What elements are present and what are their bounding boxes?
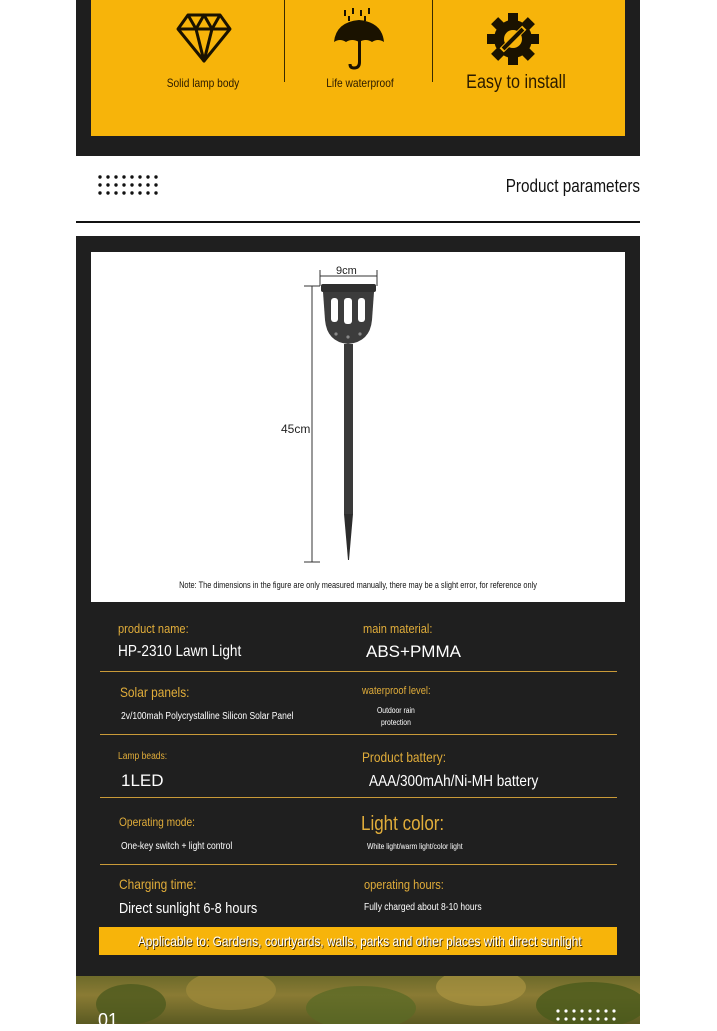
spec-value-main-material: ABS+PMMA	[366, 642, 461, 661]
height-dimension-label: 45cm	[281, 422, 311, 436]
spec-value-lamp-beads: 1LED	[121, 771, 164, 790]
spec-value-operating-mode: One-key switch + light control	[121, 841, 233, 852]
spec-row-divider	[100, 734, 617, 735]
width-dimension-label: 9cm	[336, 265, 357, 277]
spec-row-divider	[100, 864, 617, 865]
page-number: 01	[98, 1010, 119, 1030]
feature-label-life-waterproof: Life waterproof	[326, 76, 394, 90]
umbrella-rain-icon	[332, 8, 386, 70]
feature-label-easy-to-install: Easy to install	[466, 72, 566, 93]
spec-value-light-color: White light/warm light/color light	[367, 842, 463, 851]
section-divider	[76, 221, 640, 223]
spec-label-light-color: Light color:	[361, 813, 445, 835]
applicable-banner-text: Applicable to: Gardens, courtyards, walls, parks and other places with direct sunlight	[137, 933, 582, 949]
feature-label-solid-lamp-body: Solid lamp body	[166, 76, 240, 90]
wrench-gear-icon	[486, 12, 540, 66]
spec-label-operating-mode: Operating mode:	[119, 815, 195, 829]
spec-value-operating-hours: Fully charged about 8-10 hours	[364, 902, 482, 913]
section-title: Product parameters	[505, 176, 640, 196]
spec-label-charging-time: Charging time:	[119, 876, 197, 892]
applicable-banner	[99, 927, 617, 955]
spec-label-main-material: main material:	[363, 621, 433, 636]
diamond-icon	[176, 12, 232, 64]
spec-label-lamp-beads: Lamp beads:	[118, 751, 168, 762]
spec-label-waterproof-level: waterproof level:	[362, 685, 431, 697]
spec-label-solar-panels: Solar panels:	[120, 684, 190, 700]
feature-divider	[284, 0, 285, 82]
spec-value-product-battery: AAA/300mAh/Ni-MH battery	[369, 773, 539, 790]
spec-value-waterproof-line2: protection	[381, 718, 411, 727]
spec-value-charging-time: Direct sunlight 6-8 hours	[119, 900, 258, 917]
feature-divider	[432, 0, 433, 82]
lawn-light-illustration	[276, 262, 396, 572]
spec-label-product-battery: Product battery:	[362, 749, 447, 765]
spec-row-divider	[100, 797, 617, 798]
dot-grid-decoration	[556, 1008, 618, 1024]
dot-grid-decoration	[98, 174, 160, 196]
spec-label-product-name: product name:	[118, 621, 189, 636]
spec-value-product-name: HP-2310 Lawn Light	[118, 643, 242, 660]
spec-value-waterproof-line1: Outdoor rain	[377, 706, 415, 715]
spec-label-operating-hours: operating hours:	[364, 877, 444, 892]
spec-value-solar-panels: 2v/100mah Polycrystalline Silicon Solar Panel	[121, 711, 294, 722]
spec-row-divider	[100, 671, 617, 672]
dimension-note: Note: The dimensions in the figure are only measured manually, there may be a slight error, for reference only	[179, 580, 537, 590]
